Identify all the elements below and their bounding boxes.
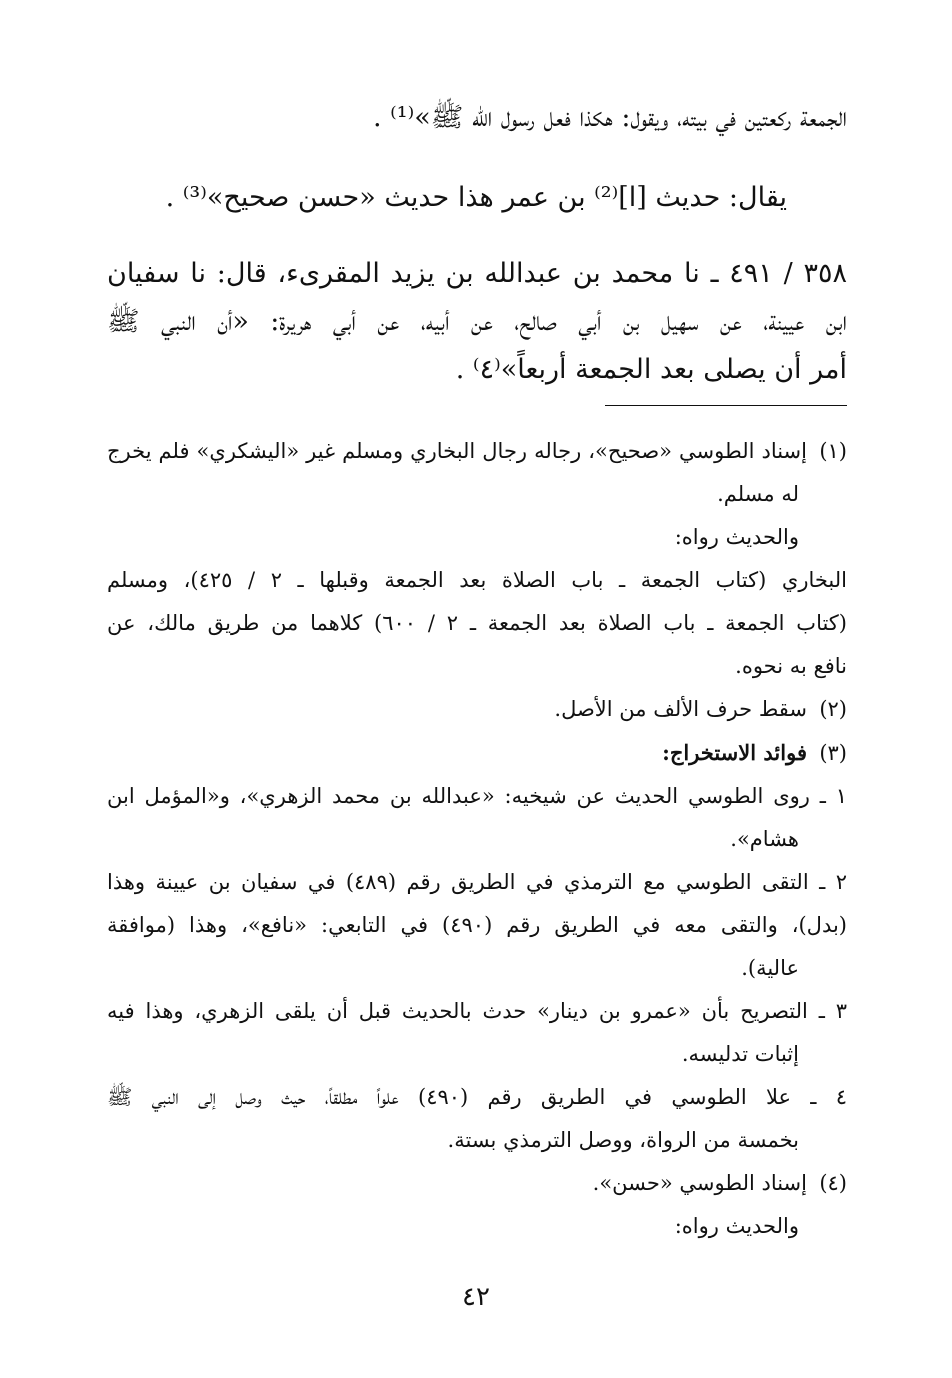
footnote-text: ٤ ـ علا الطوسي في الطريق رقم (٤٩٠) علواً مطلقاً، حيث وصل إلى النبي ﷺ xyxy=(107,1085,847,1109)
footnote-heading: فوائد الاستخراج: xyxy=(662,740,807,765)
footnote-number: (٤) xyxy=(819,1171,847,1195)
footnote-text: (كتاب الجمعة ـ باب الصلاة بعد الجمعة ـ ٢ / ٦٠٠) كلاهما من طريق مالك، عن xyxy=(107,611,847,635)
footnote-number: (٣) xyxy=(819,741,847,765)
footnote-text: له مسلم. xyxy=(717,482,799,506)
page-number: ٤٢ xyxy=(462,1282,490,1312)
footnote-text: سقط حرف الألف من الأصل. xyxy=(554,697,807,721)
hadith-line-3: أمر أن يصلى بعد الجمعة أربعاً»⁽٤⁾ . xyxy=(455,354,847,385)
footnote-3 xyxy=(107,731,847,1162)
footnote-text: عالية). xyxy=(741,956,799,980)
main-text-line-1: الجمعة ركعتين في بيته، ويقول: هكذا فعل رسول الله ﷺ»⁽¹⁾ . xyxy=(372,102,847,133)
footnote-text: والحديث رواه: xyxy=(674,1214,799,1238)
footnote-text: والحديث رواه: xyxy=(674,525,799,549)
footnote-divider xyxy=(605,405,847,406)
footnote-4 xyxy=(107,1162,847,1248)
hadith-paragraph xyxy=(107,250,847,394)
hadith-line-1: ٣٥٨ / ٤٩١ ـ نا محمد بن عبدالله بن يزيد المقرىء، قال: نا سفيان xyxy=(107,258,847,289)
footnote-text: (بدل)، والتقى معه في الطريق رقم (٤٩٠) في التابعي: «نافع»، وهذا (موافقة xyxy=(107,913,847,937)
footnotes xyxy=(107,430,847,1248)
footnote-text: ١ ـ روى الطوسي الحديث عن شيخيه: «عبدالله بن محمد الزهري»، و«المؤمل ابن xyxy=(107,784,847,808)
main-text-line-2: يقال: حديث [ا]⁽²⁾ بن عمر هذا حديث «حسن صحيح»⁽³⁾ . xyxy=(165,182,787,213)
footnote-text: البخاري (كتاب الجمعة ـ باب الصلاة بعد الجمعة وقبلها ـ ٢ / ٤٢٥)، ومسلم xyxy=(107,568,847,592)
footnote-text: ٣ ـ التصريح بأن «عمرو بن دينار» حدث بالحديث قبل أن يلقى الزهري، وهذا فيه xyxy=(107,999,847,1023)
footnote-2 xyxy=(107,688,847,731)
footnote-text: إسناد الطوسي «حسن». xyxy=(592,1171,807,1195)
footnote-1 xyxy=(107,430,847,688)
footnote-text: نافع به نحوه. xyxy=(735,654,847,678)
hadith-line-2: ابن عيينة، عن سهيل بن أبي صالح، عن أبيه، عن أبي هريرة: «أن النبي ﷺ xyxy=(107,306,847,337)
footnote-text: بخمسة من الرواة، ووصل الترمذي بستة. xyxy=(447,1128,799,1152)
footnote-text: هشام». xyxy=(730,827,799,851)
footnote-text: ٢ ـ التقى الطوسي مع الترمذي في الطريق رقم (٤٨٩) في سفيان بن عيينة وهذا xyxy=(107,870,847,894)
footnote-text: إسناد الطوسي «صحيح»، رجاله رجال البخاري ومسلم غير «اليشكري» فلم يخرج xyxy=(107,439,807,463)
footnote-number: (١) xyxy=(819,439,847,463)
footnote-text: إثبات تدليسه. xyxy=(681,1042,799,1066)
footnote-number: (٢) xyxy=(819,697,847,721)
